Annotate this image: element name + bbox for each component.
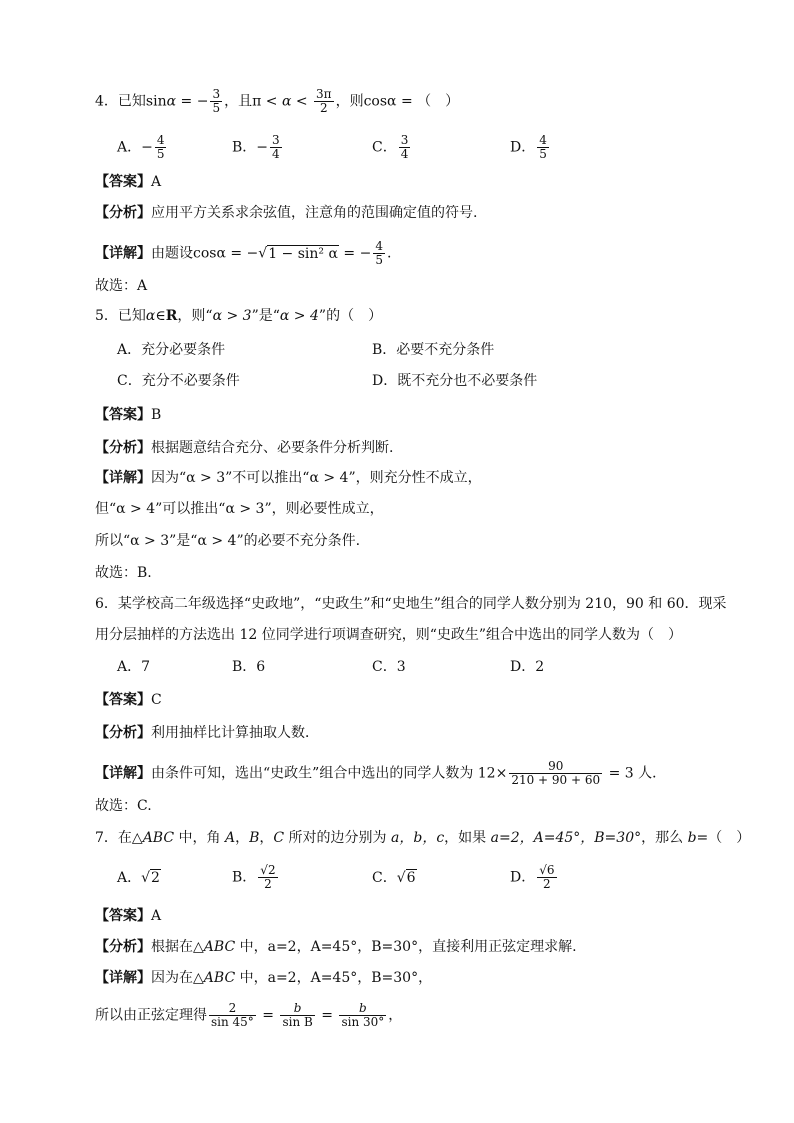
q7-analysis-abc: ABC [203,939,236,955]
q4-option-d[interactable] [510,134,551,161]
q6-answer-value: C [151,692,162,708]
q6-answer [95,690,162,710]
q5-detail-tag: 【详解】 [95,470,151,486]
q6-detail-tag: 【详解】 [95,765,151,782]
q4-opt-b-den: 4 [272,147,280,161]
q7-answer [95,906,161,926]
q7-detail [95,968,432,988]
q5-answer [95,405,161,425]
q5-alpha: α [145,308,156,324]
q4-alpha2: α [281,93,292,110]
q6-answer-tag: 【答案】 [95,692,151,708]
q7-detail-abc: ABC [203,970,236,986]
q4-answer [95,172,161,192]
q7-frac3-den: sin 30° [341,1015,385,1029]
q4-detail-text: 由题设 [151,245,193,262]
q7-opt-b-den: 2 [258,877,277,891]
q7-opt-d-label: D． [510,869,536,886]
q4-opt-a-frac [155,134,167,161]
q4-opt-c-num: 3 [400,133,409,147]
q5-detail-2: 但“α > 4”可以推出“α > 3”，则必要性成立， [95,501,384,517]
q6-detail [95,760,666,787]
q7-sep2: ， [259,830,274,846]
q4-opt-b-label: B．− [232,139,269,156]
q7-sides: a，b，c [391,830,445,846]
q5-analysis-text: 根据题意结合充分、必要条件分析判断. [151,440,394,456]
q4-pi: π [252,93,262,110]
q4-opt-a-num: 4 [156,133,165,147]
q4-opt-c-frac [399,134,411,161]
q5-R: R [165,308,178,324]
q6-detail-result: = 3 人． [604,765,667,782]
q7-sine-law-text: 所以由正弦定理得 [95,1007,207,1024]
q7-stem-g: ，如果 [444,830,491,846]
q6-analysis [95,723,319,743]
q5-detail-3: 所以“α > 3”是“α > 4”的必要不充分条件. [95,533,361,549]
q7-B: B [249,830,260,846]
q7-frac2-num: b [293,1001,302,1015]
q6-option-d[interactable]: D．2 [510,659,545,675]
q4-opt-d-frac [537,134,549,161]
q4-stem [95,88,459,115]
q7-b-eq: b= [687,830,709,846]
q7-opt-c-val: 6 [406,870,416,886]
q6-stem-2: 用分层抽样的方法选出 12 位同学进行项调查研究，则“史政生”组合中选出的同学人数为（ ） [95,627,683,643]
q7-opt-d-den: 2 [537,877,556,891]
q7-option-b[interactable] [232,864,280,891]
q4-detail-den: 5 [375,253,383,267]
q7-sine-law [95,1002,402,1029]
q4-frac2-num: 3π [316,87,332,101]
q5-stem-a: 5．已知 [95,308,146,324]
q4-option-a[interactable] [117,134,168,161]
q5-stem-c: ”是“ [251,308,280,324]
q4-detail-cos: cosα = − [193,245,259,262]
q6-detail-text: 由条件可知，选出“史政生”组合中选出的同学人数为 12× [151,765,508,782]
q7-frac1 [209,1002,256,1029]
q4-detail-tag: 【详解】 [95,245,151,262]
q7-C: C [273,830,285,846]
q4-alpha: α [166,93,177,110]
q6-choose: 故选：C. [95,798,152,814]
q6-detail-den: 210 + 90 + 60 [511,773,601,787]
q7-opt-a-label: A． [117,870,142,886]
q7-option-d[interactable] [510,864,559,891]
q6-analysis-text: 利用抽样比计算抽取人数． [151,725,319,741]
q7-opt-b-frac [258,864,277,891]
q5-cond2: α > 4 [279,308,319,324]
q7-frac2 [280,1002,314,1029]
q5-stem-b: ，则“ [177,308,213,324]
q6-option-a[interactable]: A．7 [117,659,151,675]
q7-frac3-num: b [359,1001,367,1015]
q4-choose: 故选：A [95,278,148,294]
q7-detail-tag: 【详解】 [95,970,151,986]
q7-opt-d-frac [537,864,556,891]
q7-option-a[interactable]: A．√2 [117,870,160,886]
q7-frac3 [339,1002,386,1029]
q6-stem-1: 6．某学校高二年级选择“史政地”，“史政生”和“史地生”组合的同学人数分别为 210，90 和 60．现采 [95,596,727,612]
q5-option-a[interactable]: A．充分必要条件 [117,342,226,358]
q7-opt-b-num: √2 [260,863,276,877]
q6-option-c[interactable]: C．3 [372,659,406,675]
q5-answer-tag: 【答案】 [95,407,151,423]
q7-A: A [224,830,236,846]
q4-stem-d: = （ ） [396,93,460,110]
q7-stem-k: （ ） [708,830,751,846]
q4-opt-a-label: A．− [117,139,153,156]
q7-opt-d-num: √6 [539,863,555,877]
q4-frac-den: 5 [212,101,221,115]
q4-option-b[interactable] [232,134,284,161]
q4-analysis [95,203,477,223]
q7-stem-b: 中，角 [174,830,225,846]
q5-option-d[interactable]: D．既不充分也不必要条件 [372,373,538,389]
q7-frac1-den: sin 45° [211,1015,254,1029]
q4-opt-c-den: 4 [400,147,409,161]
q4-opt-d-label: D． [510,139,536,156]
q4-opt-c-label: C． [372,139,397,156]
q4-lt2: < [291,93,313,110]
q4-stem-c: ，则 [335,93,364,110]
q4-opt-b-num: 3 [272,133,280,147]
q4-opt-d-num: 4 [539,133,547,147]
q4-detail-frac [373,240,385,267]
q4-detail: 【详解】由题设cosα = −√1 − sin² α = − $\frac{4}{5}$ . [95,239,392,267]
q5-analysis-tag: 【分析】 [95,440,151,456]
q7-frac2-den: sin B [282,1015,313,1029]
q5-stem [95,306,382,326]
q7-answer-value: A [151,908,162,924]
q5-answer-value: B [151,407,162,423]
q7-analysis-b: 中，a=2，A=45°，B=30°，直接利用正弦定理求解. [235,939,577,955]
q4-opt-b-frac [270,134,282,161]
q4-opt-d-den: 5 [539,147,547,161]
q7-given: a=2，A=45°，B=30° [490,830,642,846]
q4-cos: cosα [363,93,397,110]
q5-detail [95,468,482,488]
q7-opt-c-label: C． [372,870,397,886]
q6-detail-frac [509,760,602,787]
q4-analysis-text: 应用平方关系求余弦值，注意角的范围确定值的符号. [151,205,478,221]
q4-option-c[interactable] [372,134,412,161]
q4-eq: = − [176,93,209,110]
q5-stem-d: ”的（ ） [318,308,383,324]
q6-detail-num: 90 [548,759,564,773]
q5-analysis [95,438,393,458]
q4-stem-b: ，且 [224,93,253,110]
q7-eq1: = [257,1007,279,1024]
q5-in: ∈ [155,308,166,324]
q7-detail-b: 中，a=2，A=45°，B=30°， [235,970,433,986]
q4-fraction2 [314,88,334,115]
q4-opt-a-den: 5 [156,147,165,161]
q4-detail-sqrt: 1 − sin² α [268,245,338,262]
q5-cond1: α > 3 [212,308,252,324]
q4-answer-tag: 【答案】 [95,174,151,190]
q7-stem [95,828,750,848]
q4-sin: sin [145,93,167,110]
q7-answer-tag: 【答案】 [95,908,151,924]
q4-answer-value: A [151,174,162,190]
q5-option-b[interactable]: B．必要不充分条件 [372,342,495,358]
q7-detail-a: 因为在△ [151,970,204,986]
q5-option-c[interactable]: C．充分不必要条件 [117,373,240,389]
q4-fraction [210,88,222,115]
q7-analysis [95,937,577,957]
q7-stem-a: 7．在△ [95,830,143,846]
q5-detail-1: 因为“α > 3”不可以推出“α > 4”，则充分性不成立， [151,470,482,486]
q7-analysis-a: 根据在△ [151,939,204,955]
q7-stem-i: ，那么 [641,830,688,846]
q7-opt-b-label: B． [232,869,257,886]
q5-choose: 故选：B. [95,565,152,581]
q4-stem-text: 4．已知 [95,93,146,110]
q7-frac1-num: 2 [228,1001,237,1015]
q7-eq2: = [316,1007,338,1024]
q4-frac2-den: 2 [314,101,334,115]
q7-sine-law-end: ， [388,1007,403,1024]
q7-opt-a-val: 2 [151,870,160,886]
q4-detail-num: 4 [375,239,383,253]
q6-option-b[interactable]: B．6 [232,659,266,675]
q7-option-c[interactable]: C．√6 [372,870,416,886]
q7-stem-e: 所对的边分别为 [284,830,392,846]
q4-detail-eq: = − [338,245,372,262]
q7-analysis-tag: 【分析】 [95,939,151,955]
q4-detail-end: . [386,245,392,262]
q4-analysis-tag: 【分析】 [95,205,151,221]
q7-sep1: ， [235,830,250,846]
q4-lt: < [261,93,282,110]
q7-abc: ABC [142,830,175,846]
q4-frac-num: 3 [212,87,221,101]
q6-analysis-tag: 【分析】 [95,725,151,741]
